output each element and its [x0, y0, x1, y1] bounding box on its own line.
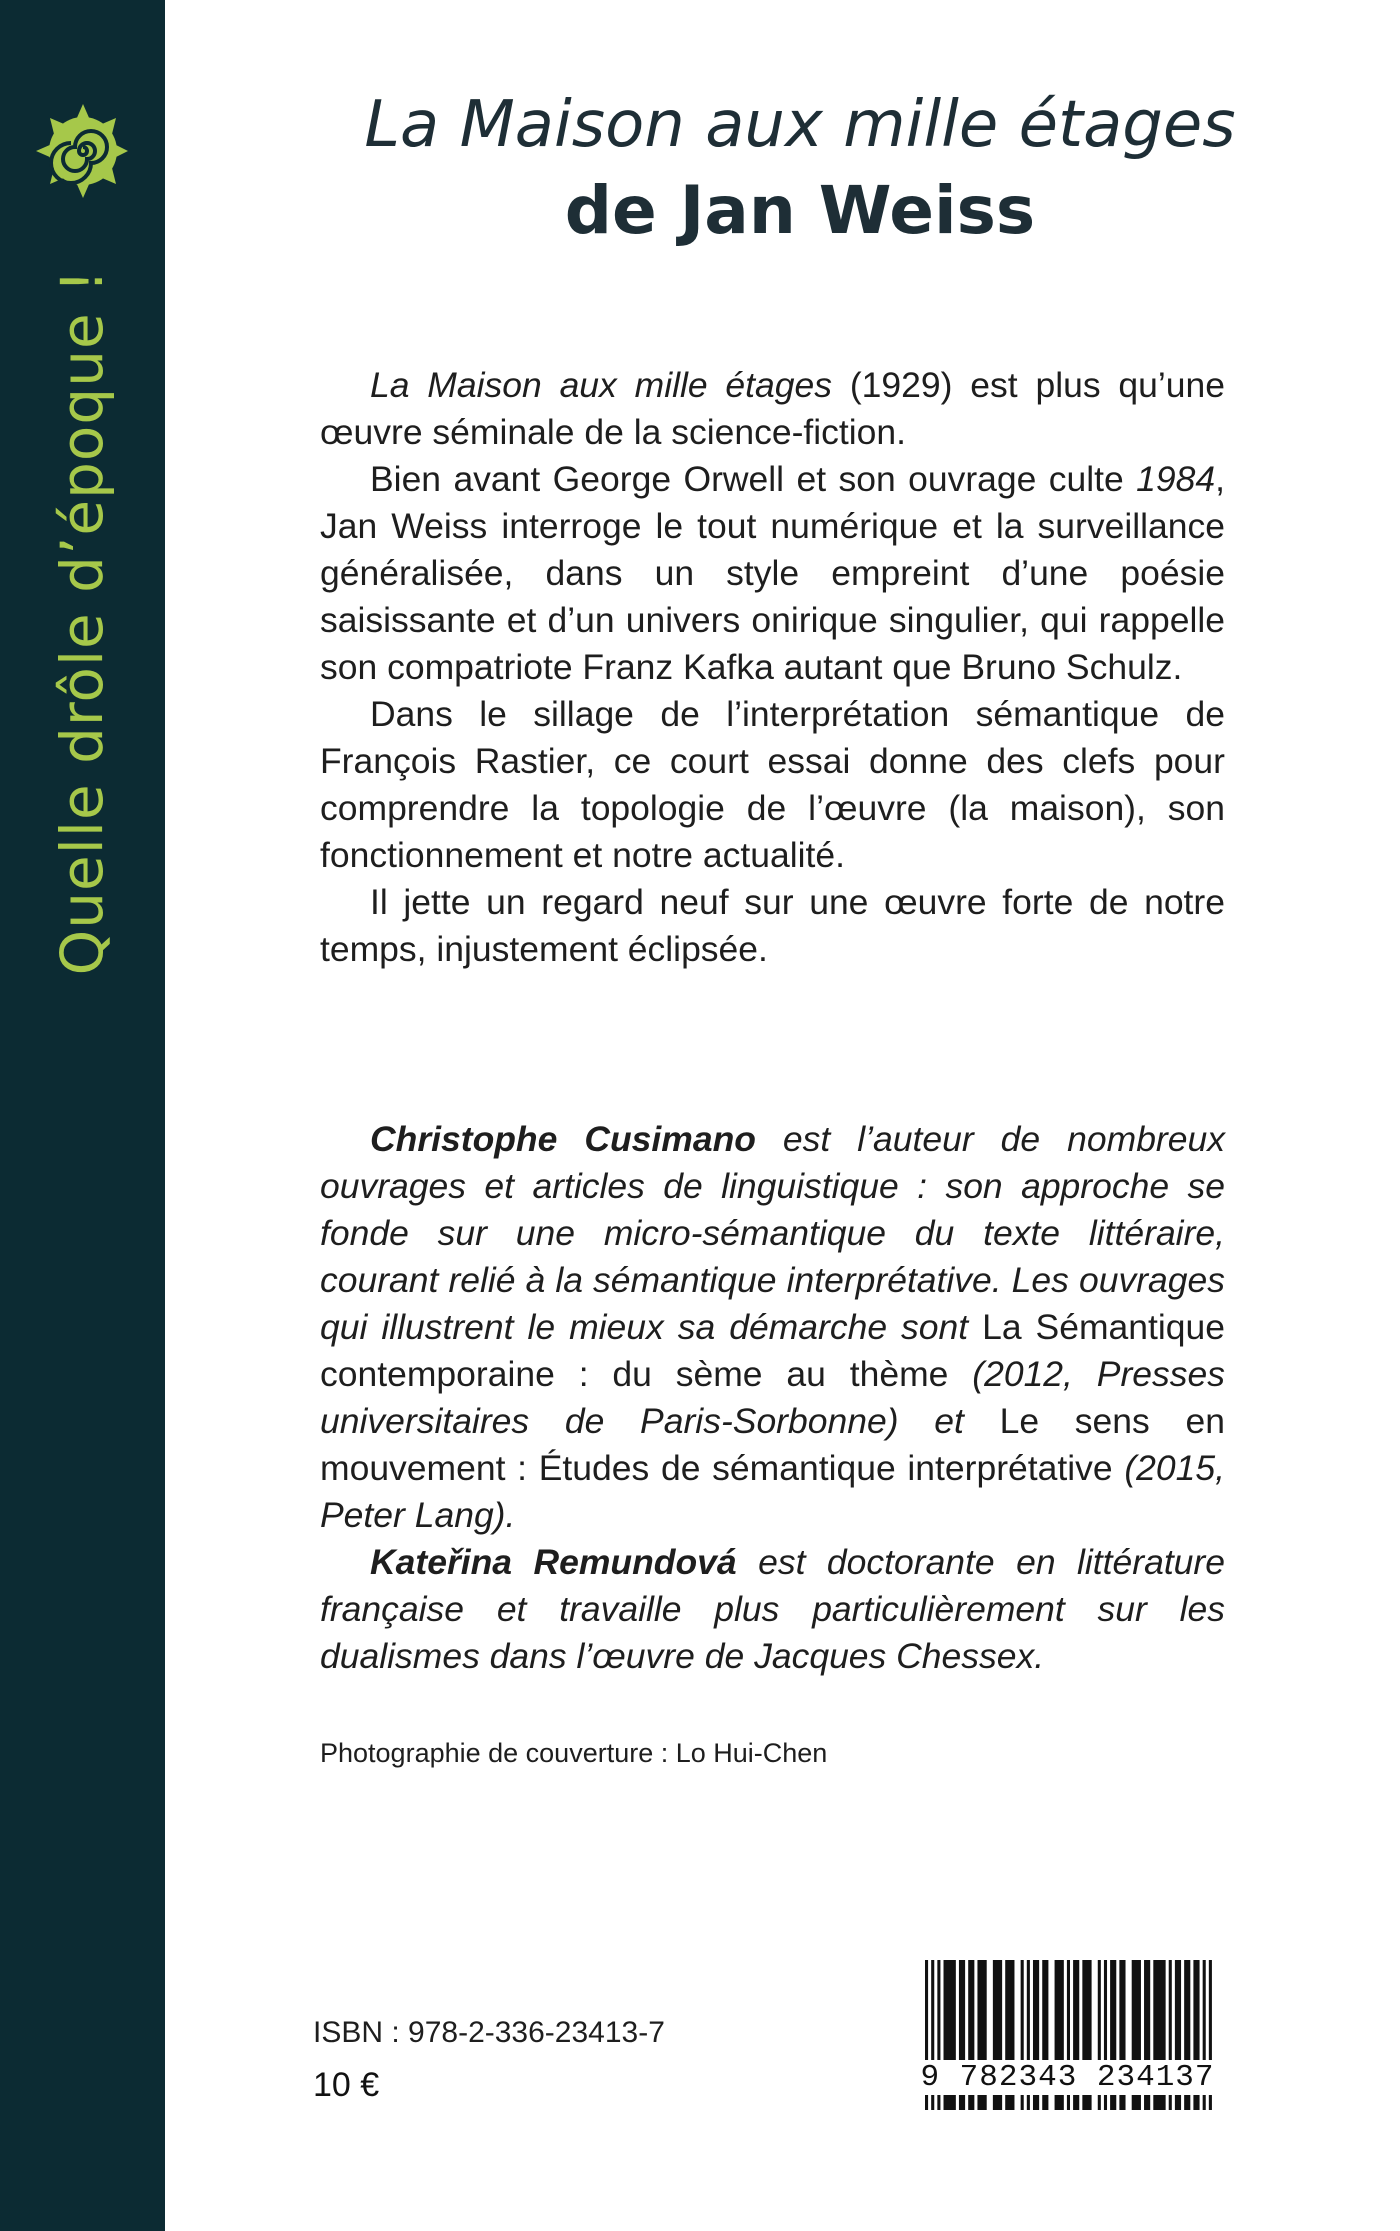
summary-text: [320, 362, 1225, 973]
authors-bio: [320, 1116, 1225, 1680]
summary-paragraph-1: La Maison aux mille étages (1929) est plus qu’une œuvre séminale de la science-fiction.: [320, 365, 1225, 452]
book-reference: La Sémantique contemporaine : du sème au thème: [320, 1307, 1226, 1394]
photo-credit: Photographie de couverture : Lo Hui-Chen: [320, 1738, 828, 1768]
book-subtitle: de Jan Weiss: [564, 172, 1036, 249]
spine-band: Quelle drôle d’époque !: [0, 0, 165, 2231]
author-name: Christophe Cusimano: [370, 1119, 756, 1159]
summary-paragraph-3: Dans le sillage de l’interprétation sémantique de François Rastier, ce court essai donne des clefs pour comprendre la topologie de l’œuvre (la maison), son fonctionnement et notre actualité.: [320, 694, 1225, 875]
summary-paragraph-2: Bien avant George Orwell et son ouvrage culte 1984, Jan Weiss interroge le tout numérique et la surveillance généralisée, dans un style empreint d’une poésie saisissante et d’un univers onirique singulier, qui rappelle son compatriote Franz Kafka autant que Bruno Schulz.: [320, 459, 1225, 687]
price: 10 €: [313, 2066, 380, 2104]
barcode-digits: 9 782343 234137: [905, 2060, 1230, 2095]
summary-paragraph-4: Il jette un regard neuf sur une œuvre forte de notre temps, injustement éclipsée.: [320, 882, 1225, 969]
author-bio-2: Kateřina Remundová est doctorante en littérature française et travaille plus particulièrement sur les dualismes dans l’œuvre de Jacques Chessex.: [320, 1542, 1225, 1676]
author-name: Kateřina Remundová: [370, 1542, 737, 1582]
spiral-sun-icon: [28, 96, 138, 206]
book-title: La Maison aux mille étages: [364, 88, 1236, 162]
book-reference: Le sens en mouvement : Études de sémantique interprétative: [320, 1401, 1225, 1488]
author-bio-1: Christophe Cusimano est l’auteur de nombreux ouvrages et articles de linguistique : son approche se fonde sur une micro-sémantique du texte littéraire, courant relié à la sémantique interprétative. Les ouvrages qui illustrent le mieux sa démarche sont La Sémantique contemporaine : du sème au thème (2012, Presses universitaires de Paris-Sorbonne) et Le sens en mouvement : Études de sémantique interprétative (2015, Peter Lang).: [320, 1119, 1226, 1535]
isbn: ISBN : 978-2-336-23413-7: [313, 2016, 665, 2049]
